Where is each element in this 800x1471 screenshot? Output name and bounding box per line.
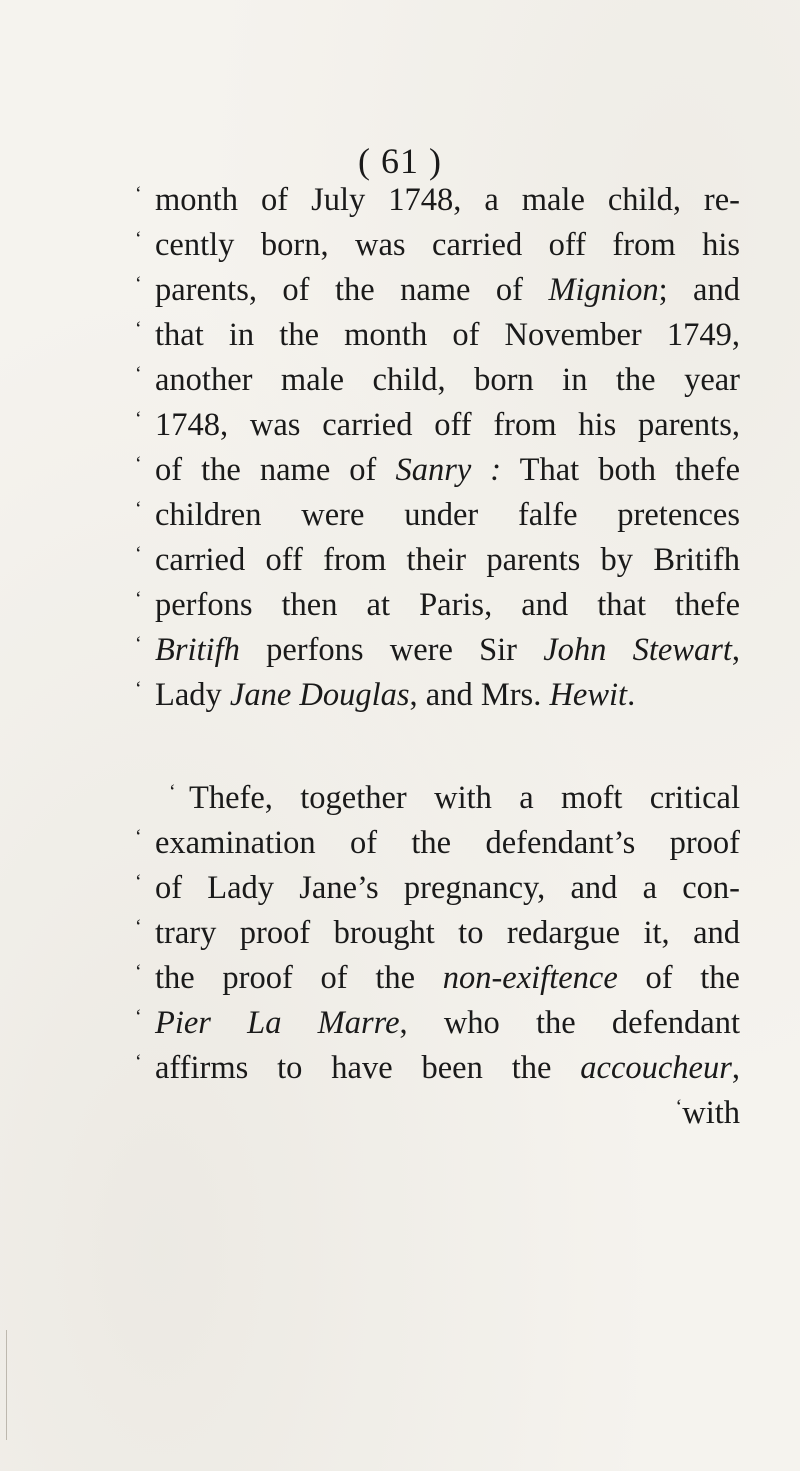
text-line bbox=[135, 950, 740, 995]
line-text: That both thefe bbox=[501, 452, 740, 488]
quote-mark: ‘ bbox=[135, 916, 142, 938]
quote-mark: ‘ bbox=[135, 1006, 142, 1028]
italic-name: Jane Douglas bbox=[229, 677, 410, 713]
paragraph-1 bbox=[135, 172, 740, 712]
italic-name: John Stewart bbox=[543, 632, 732, 668]
quote-mark: ‘ bbox=[135, 588, 142, 610]
line-text: cently born, was carried off from his bbox=[155, 227, 740, 263]
line-text: of the name of bbox=[155, 452, 396, 488]
line-text: perfons then at Paris, and that thefe bbox=[155, 587, 740, 623]
line-text: carried off from their parents by Britifh bbox=[155, 542, 740, 578]
text-line bbox=[135, 262, 740, 307]
text-line bbox=[135, 667, 740, 712]
quote-mark: ‘ bbox=[135, 318, 142, 340]
line-text: , bbox=[731, 1050, 740, 1086]
quote-mark: ‘ bbox=[135, 273, 142, 295]
quote-mark: ‘ bbox=[135, 1051, 142, 1073]
line-text: 1748, was carried off from his parents, bbox=[155, 407, 740, 443]
line-text: children were under falfe pretences bbox=[155, 497, 740, 533]
line-text: , and Mrs. bbox=[409, 677, 550, 713]
line-text: , bbox=[731, 632, 741, 668]
text-line bbox=[135, 217, 740, 262]
line-text: examination of the defendant’s proof bbox=[155, 825, 740, 861]
text-line bbox=[135, 815, 740, 860]
italic-name: Pier La Marre bbox=[155, 1005, 400, 1041]
line-text: month of July 1748, a male child, re- bbox=[155, 182, 740, 218]
text-line bbox=[135, 352, 740, 397]
line-text: of the bbox=[617, 960, 740, 996]
text-line bbox=[135, 397, 740, 442]
quote-mark: ‘ bbox=[675, 1096, 683, 1118]
quote-mark: ‘ bbox=[169, 781, 176, 803]
line-text: ; and bbox=[658, 272, 740, 308]
text-line bbox=[135, 577, 740, 622]
line-text: trary proof brought to redargue it, and bbox=[155, 915, 740, 951]
line-text: another male child, born in the year bbox=[155, 362, 740, 398]
line-text: perfons were Sir bbox=[239, 632, 544, 668]
page-edge-shadow bbox=[6, 1330, 7, 1440]
quote-mark: ‘ bbox=[135, 363, 142, 385]
line-text: that in the month of November 1749, bbox=[155, 317, 740, 353]
catchword-line bbox=[135, 1085, 740, 1130]
quote-mark: ‘ bbox=[135, 183, 142, 205]
quote-mark: ‘ bbox=[135, 543, 142, 565]
line-text: , who the defendant bbox=[399, 1005, 740, 1041]
quote-mark: ‘ bbox=[135, 453, 142, 475]
italic-name: Britifh bbox=[155, 632, 240, 668]
paragraph-2 bbox=[135, 770, 740, 1130]
line-text: parents, of the name of bbox=[155, 272, 549, 308]
quote-mark: ‘ bbox=[135, 228, 142, 250]
italic-name: Hewit bbox=[549, 677, 628, 713]
line-text: affirms to have been the bbox=[155, 1050, 581, 1086]
line-text: Lady bbox=[155, 677, 230, 713]
quote-mark: ‘ bbox=[135, 498, 142, 520]
text-line bbox=[135, 860, 740, 905]
quote-mark: ‘ bbox=[135, 871, 142, 893]
text-line bbox=[135, 905, 740, 950]
text-line bbox=[135, 172, 740, 217]
page-number: ( 61 ) bbox=[358, 141, 442, 181]
quote-mark: ‘ bbox=[135, 826, 142, 848]
italic-name: Sanry : bbox=[395, 452, 502, 488]
line-text: Thefe, together with a moft critical bbox=[189, 780, 740, 816]
text-line bbox=[135, 487, 740, 532]
line-text: . bbox=[627, 677, 636, 713]
quote-mark: ‘ bbox=[135, 408, 142, 430]
text-line bbox=[135, 307, 740, 352]
italic-name: Mignion bbox=[548, 272, 659, 308]
italic-term: non-exiftence bbox=[442, 960, 618, 996]
text-line bbox=[135, 532, 740, 577]
text-line bbox=[135, 622, 740, 667]
text-line bbox=[135, 995, 740, 1040]
text-line bbox=[135, 1040, 740, 1085]
italic-term: accoucheur bbox=[580, 1050, 732, 1086]
quote-mark: ‘ bbox=[135, 961, 142, 983]
text-line bbox=[135, 770, 740, 815]
line-text: the proof of the bbox=[155, 960, 443, 996]
line-text: of Lady Jane’s pregnancy, and a con- bbox=[155, 870, 740, 906]
quote-mark: ‘ bbox=[135, 633, 142, 655]
catchword: with bbox=[682, 1095, 740, 1131]
quote-mark: ‘ bbox=[135, 678, 142, 700]
text-line bbox=[135, 442, 740, 487]
